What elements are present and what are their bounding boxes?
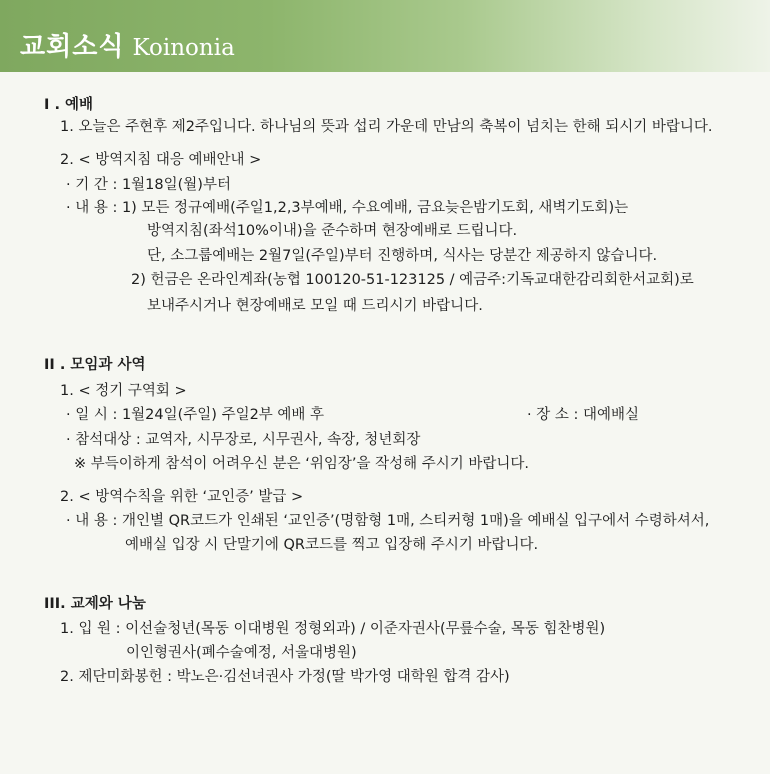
text-line: 2. < 방역수칙을 위한 ‘교인증’ 발급 > xyxy=(60,489,304,505)
title-korean: 교회소식 xyxy=(20,32,125,62)
page-title xyxy=(20,26,235,63)
text-line: 이인형권사(폐수술예정, 서울대병원) xyxy=(126,645,357,661)
section-heading: I . 예배 xyxy=(44,97,94,113)
text-line: · 일 시 : 1월24일(주일) 주일2부 예배 후 xyxy=(66,407,325,423)
text-line: 방역지침(좌석10%이내)을 준수하며 현장예배로 드립니다. xyxy=(147,223,518,239)
text-line: 1. 입 원 : 이선술청년(목동 이대병원 정형외과) / 이준자권사(무릎수술, 목동 힘찬병원) xyxy=(60,621,606,637)
section-heading: III. 교제와 나눔 xyxy=(44,596,146,612)
header-banner xyxy=(0,0,770,72)
text-line: 단, 소그룹예배는 2월7일(주일)부터 진행하며, 식사는 당분간 제공하지 않습니다. xyxy=(147,248,658,264)
text-line: · 참석대상 : 교역자, 시무장로, 시무권사, 속장, 청년회장 xyxy=(66,432,421,448)
text-line: · 기 간 : 1월18일(월)부터 xyxy=(66,177,231,193)
text-line: · 내 용 : 1) 모든 정규예배(주일1,2,3부예배, 수요예배, 금요늦은밤기도회, 새벽기도회)는 xyxy=(66,200,629,216)
text-line: 2) 헌금은 온라인계좌(농협 100120-51-123125 / 예금주:기독교대한감리회한서교회)로 xyxy=(131,272,694,288)
text-line: · 내 용 : 개인별 QR코드가 인쇄된 ‘교인증’(명함형 1매, 스티커형 1매)을 예배실 입구에서 수령하셔서, xyxy=(66,513,710,529)
text-line: 2. < 방역지침 대응 예배안내 > xyxy=(60,152,262,168)
text-line: 1. < 정기 구역회 > xyxy=(60,383,187,399)
text-line: · 장 소 : 대예배실 xyxy=(527,407,639,423)
section-heading: II . 모임과 사역 xyxy=(44,357,146,373)
title-english: Koinonia xyxy=(132,35,235,61)
text-line: 보내주시거나 현장예배로 모일 때 드리시기 바랍니다. xyxy=(147,298,483,314)
text-line: 예배실 입장 시 단말기에 QR코드를 찍고 입장해 주시기 바랍니다. xyxy=(125,537,539,553)
text-line: ※ 부득이하게 참석이 어려우신 분은 ‘위임장’을 작성해 주시기 바랍니다. xyxy=(74,456,530,472)
text-line: 1. 오늘은 주현후 제2주입니다. 하나님의 뜻과 섭리 가운데 만남의 축복이 넘치는 한해 되시기 바랍니다. xyxy=(60,119,713,135)
text-line: 2. 제단미화봉헌 : 박노은·김선녀권사 가정(딸 박가영 대학원 합격 감사) xyxy=(60,669,510,685)
